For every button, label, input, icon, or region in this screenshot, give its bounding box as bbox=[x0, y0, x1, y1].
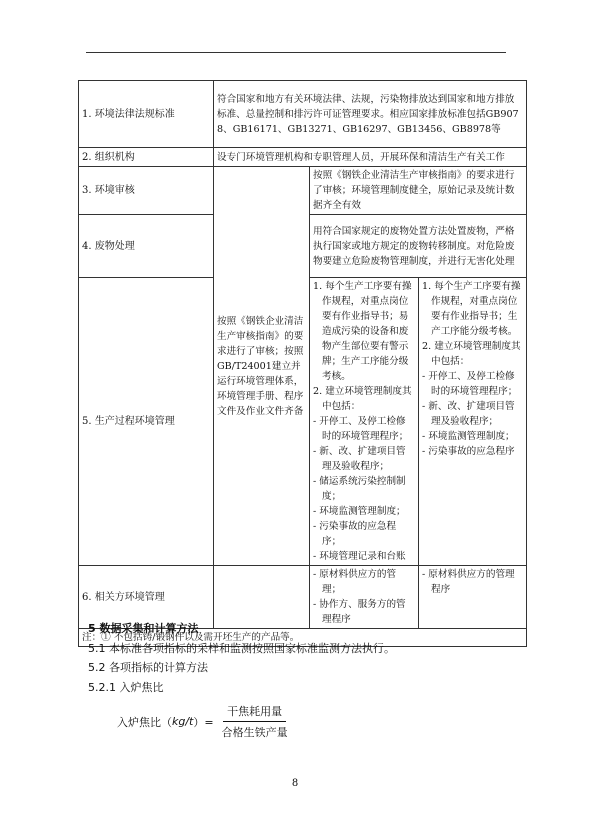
row-content: 符合国家和地方有关环境法律、法规，污染物排放达到国家和地方排放标准、总量控制和排污许可证管理要求。相应国家排放标准包括GB9078、GB16171、GB13271、GB16297、GB13456、GB8978等 bbox=[214, 81, 527, 148]
merged-requirement-cell: 按照《钢铁企业清洁生产审核指南》的要求进行了审核；按照GB/T24001建立并运行环境管理体系，环境管理手册、程序文件及作业文件齐备 bbox=[214, 167, 310, 566]
formula-unit: kg/t bbox=[172, 715, 194, 728]
table-footnote: 注：① 不包括铸/锻钢件以及需开坯生产的产品等。 bbox=[79, 629, 527, 647]
requirements-table bbox=[78, 80, 527, 647]
list-item: - 新、改、扩建项目管理及验收程序； bbox=[422, 401, 515, 427]
row-content: 按照《钢铁企业清洁生产审核指南》的要求进行了审核；环境管理制度健全，原始记录及统计数据齐全有效 bbox=[310, 167, 527, 215]
coke-ratio-formula bbox=[117, 703, 292, 740]
row-label: 5. 生产过程环境管理 bbox=[79, 278, 214, 566]
level-two-cell bbox=[310, 278, 419, 566]
table-row bbox=[79, 148, 527, 167]
list-item: 1. 每个生产工序要有操作规程，对重点岗位要有作业指导书；易造成污染的设备和废物产生部位要有警示牌；生产工序能分级考核。 bbox=[313, 281, 412, 382]
list-item: - 环境管理记录和台账 bbox=[313, 551, 406, 562]
paragraph-5-2-1: 5.2.1 入炉焦比 bbox=[88, 681, 164, 694]
row-label: 4. 废物处理 bbox=[79, 215, 214, 278]
paragraph-5-1: 5.1 本标准各项指标的采样和监测按照国家标准监测方法执行。 bbox=[88, 642, 395, 655]
table-row bbox=[79, 81, 527, 148]
list-item: - 原材料供应方的管理程序 bbox=[422, 569, 515, 595]
formula-denominator: 合格生铁产量 bbox=[221, 726, 288, 739]
formula-numerator: 干焦耗用量 bbox=[223, 703, 286, 722]
list-item: - 污染事故的应急程序； bbox=[313, 521, 397, 547]
list-item: - 开停工、及停工检修时的环境管理程序； bbox=[313, 416, 409, 442]
formula-lhs: 入炉焦比（ bbox=[117, 715, 172, 729]
list-item: - 开停工、及停工检修时的环境管理程序； bbox=[422, 371, 518, 397]
list-item: 2. 建立环境管理制度其中包括： bbox=[422, 341, 521, 367]
formula-fraction bbox=[218, 703, 292, 740]
list-item: - 协作方、服务方的管理程序 bbox=[313, 599, 406, 625]
list-item: - 新、改、扩建项目管理及验收程序； bbox=[313, 446, 406, 472]
row-label: 3. 环境审核 bbox=[79, 167, 214, 215]
row-label: 2. 组织机构 bbox=[79, 148, 214, 167]
list-item: - 环境监测管理制度； bbox=[313, 506, 406, 517]
list-item: 1. 每个生产工序要有操作规程，对重点岗位要有作业指导书；生产工序能分级考核。 bbox=[422, 281, 521, 337]
list-item: 2. 建立环境管理制度其中包括： bbox=[313, 386, 412, 412]
row-content: 用符合国家规定的废物处置方法处置废物，严格执行国家或地方规定的废物转移制度。对危险废物要建立危险废物管理制度，并进行无害化处理 bbox=[310, 215, 527, 278]
paragraph-5-2: 5.2 各项指标的计算方法 bbox=[88, 661, 208, 674]
list-item: - 环境监测管理制度； bbox=[422, 431, 515, 442]
empty-cell bbox=[214, 566, 310, 629]
formula-equals: ）= bbox=[193, 715, 214, 729]
row-label: 6. 相关方环境管理 bbox=[79, 566, 214, 629]
table-row bbox=[79, 167, 527, 215]
section-title: 5 数据采集和计算方法 bbox=[88, 622, 199, 635]
header-rule bbox=[86, 52, 506, 53]
row-content: 设专门环境管理机构和专职管理人员，开展环保和清洁生产有关工作 bbox=[214, 148, 527, 167]
list-item: - 储运系统污染控制制度； bbox=[313, 476, 406, 502]
list-item: - 原材料供应方的管理； bbox=[313, 569, 397, 595]
level-three-cell bbox=[419, 566, 527, 629]
level-two-cell bbox=[310, 566, 419, 629]
page-number: 8 bbox=[291, 778, 299, 789]
list-item: - 污染事故的应急程序 bbox=[422, 446, 515, 457]
row-label: 1. 环境法律法规标准 bbox=[79, 81, 214, 148]
level-three-cell bbox=[419, 278, 527, 566]
